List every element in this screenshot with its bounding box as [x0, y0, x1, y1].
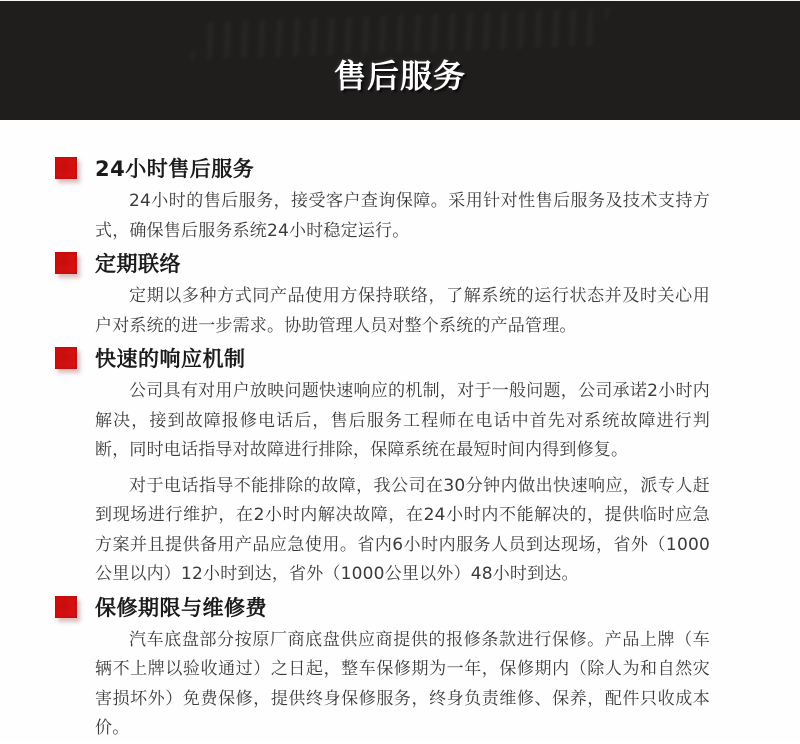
section-heading: 24小时售后服务 — [95, 157, 255, 181]
service-section — [55, 156, 710, 246]
section-paragraph: 24小时的售后服务，接受客户查询保障。采用针对性售后服务及技术支持方式，确保售后服务系统24小时稳定运行。 — [95, 191, 710, 241]
page-title: 售后服务 — [333, 57, 466, 95]
section-heading-row — [55, 595, 710, 619]
content — [0, 120, 800, 744]
section-paragraph: 汽车底盘部分按原厂商底盘供应商提供的报修条款进行保修。产品上牌（车辆不上牌以验收通过）之日起，整车保修期为一年，保修期内（除人为和自然灾害损坏外）免费保修，提供终身保修服务，终身负责维修、保养，配件只收成本价。 — [95, 629, 710, 738]
red-square-bullet-icon — [55, 596, 77, 618]
section-paragraph: 公司具有对用户放映问题快速响应的机制，对于一般问题，公司承诺2小时内解决，接到故障报修电话后，售后服务工程师在电话中首先对系统故障进行判断，同时电话指导对故障进行排除，保障系统在最短时间内得到修复。 — [95, 381, 710, 460]
red-square-bullet-icon — [55, 347, 77, 369]
section-paragraph: 定期以多种方式同产品使用方保持联络，了解系统的运行状态并及时关心用户对系统的进一步需求。协助管理人员对整个系统的产品管理。 — [95, 286, 710, 336]
section-heading: 快速的响应机制 — [95, 347, 246, 371]
section-heading: 保修期限与维修费 — [95, 595, 267, 620]
service-section — [55, 346, 710, 590]
section-heading-row — [55, 346, 710, 370]
service-section — [55, 251, 710, 341]
page-header — [0, 0, 800, 120]
section-heading-row — [55, 251, 710, 275]
section-heading-row — [55, 156, 710, 180]
red-square-bullet-icon — [55, 252, 77, 274]
section-paragraph: 对于电话指导不能排除的故障，我公司在30分钟内做出快速响应，派专人赶到现场进行维护，在2小时内解决故障，在24小时内不能解决的，提供临时应急方案并且提供备用产品应急使用。省内6小时内服务人员到达现场，省外（1000公里以内）12小时到达，省外（1000公里以外）48小时到达。 — [95, 475, 710, 584]
red-square-bullet-icon — [55, 157, 77, 179]
section-heading: 定期联络 — [95, 252, 181, 276]
service-section — [55, 595, 710, 744]
